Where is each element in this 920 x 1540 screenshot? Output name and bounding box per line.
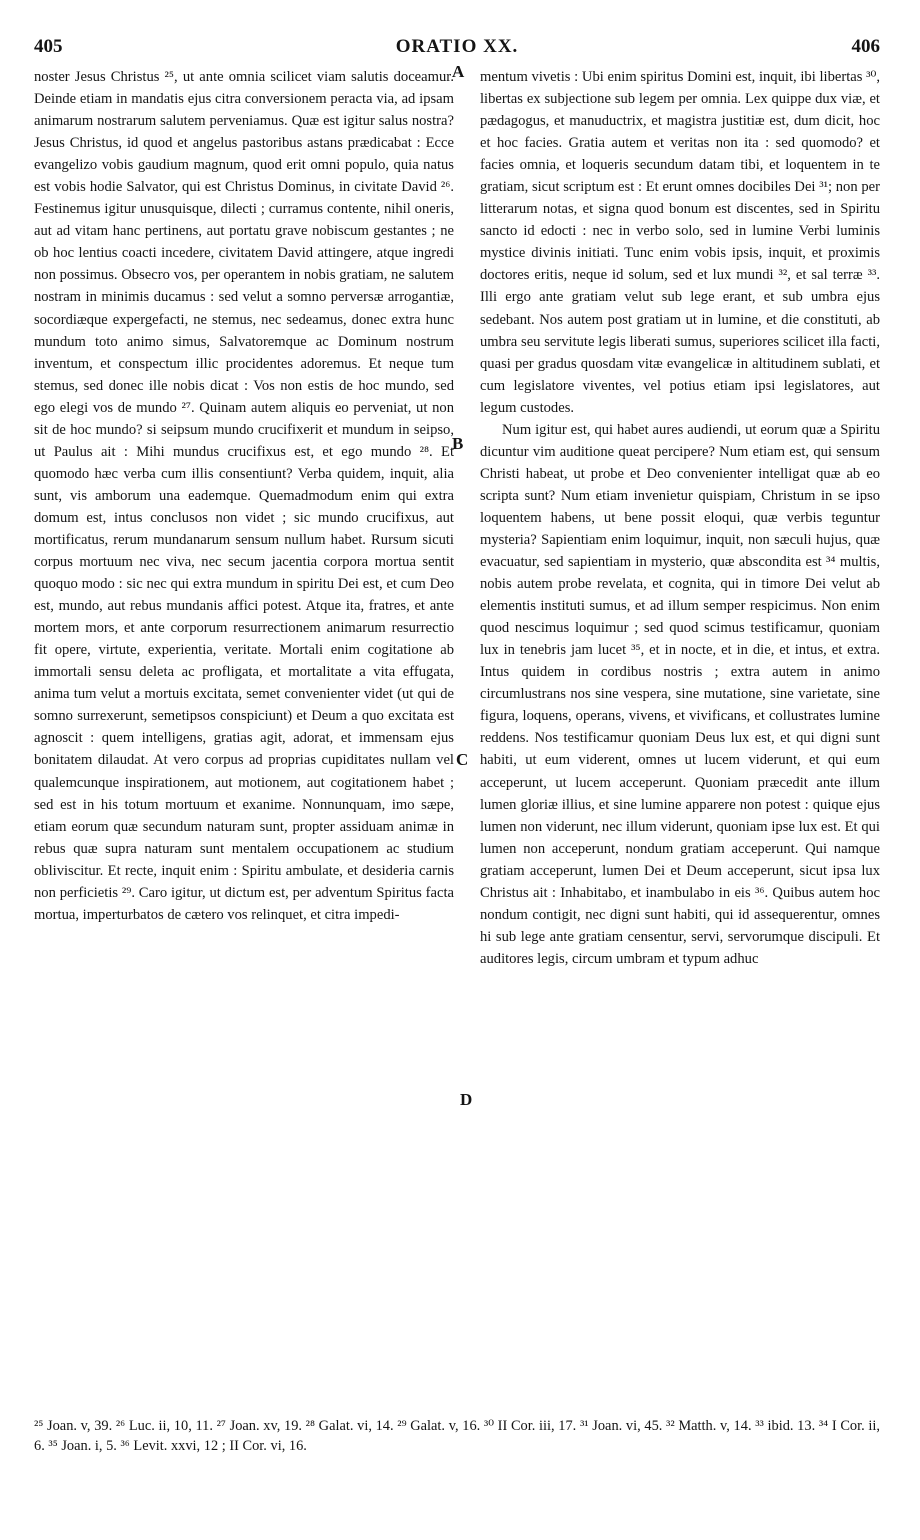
right-paragraph-2: Num igitur est, qui habet aures audiendi, ut eorum quæ a Spiritu dicuntur vim auditione queat percipere? Num etiam est, qui sensum Christi habeat, ut probe et Deo convenienter intelligat quæ ab eo scripta sunt? Num etiam invenietur quispiam, Christum in se ipso loquentem habens, ut bene possit eloqui, quæ verbis teguntur mysteria? Sapientiam enim loquimur, inquit, non sæculi hujus, quæ evacuatur, sed sapientiam in mysterio, quæ abscondita est ³⁴ multis, nobis autem probe revelata, et cognita, qui in timore Dei velut ab elementis instituti sumus, et ad illum semper respicimus. Non enim quod nescimus loquimur ; sed quod scimus testificamur, quoniam lux in tenebris jam lucet ³⁵, et in nocte, et in die, et intus, et extra. Intus quidem in cordibus nostris ; extra autem in animo circumlustrans nos sine vespera, sine mutatione, sine varietate, sine figura, loquens, operans, vivens, et vivificans, et collustrates lumine reddens. Nos testificamur quoniam Deus lux est, et qui digni sunt habiti, ut eum viderent, omnes ut lucem viderunt, et qui eum acceperunt, ut lucem acceperunt. Quoniam præcedit ante illum lumen gloriæ illius, et sine lumine apparere non potest : quique ejus lumen non viderunt, nec illum viderunt, quoniam ipse lux est. Et qui lumen non acceperunt, nondum gratiam acceperunt. Qui namque gratiam acceperunt, lumen Dei et Deum acceperunt, sicut ipsa lux Christus ait : Inhabitabo, et inambulabo in eis ³⁶. Quibus autem hoc nondum contigit, nec digni sunt habiti, qui id assequerentur, omnes hi sub lege ante gratiam censentur, servi, servorumque discipuli. Et auditores legis, circum umbram et typum adhuc xyxy=(480,421,880,967)
margin-letter-b: B xyxy=(452,434,464,453)
left-column xyxy=(34,66,454,926)
margin-letter-a: A xyxy=(452,62,465,81)
right-page-number: 406 xyxy=(851,36,880,57)
right-column xyxy=(480,66,880,970)
page-title: ORATIO XX. xyxy=(395,36,519,57)
left-paragraph: noster Jesus Christus ²⁵, ut ante omnia scilicet viam salutis doceamur. Deinde etiam in mandatis ejus citra conversionem peracta via, ad ipsam animarum nostrarum salutem perveniamus. Quæ est igitur salus nostra? Jesus Christus, id quod et angelus pastoribus astans prædicabat : Ecce evangelizo vobis gaudium magnum, quod erit omni populo, quia natus est vobis hodie Salvator, qui est Christus Dominus, in civitate David ²⁶. Festinemus igitur unusquisque, dilecti ; curramus contente, nihil oneris, aut ad vitam hanc pertinens, aut portatu grave nobiscum gestantes ; ne ob hoc lentius coacti incedere, civitatem David attingere, atque ingredi non possimus. Obsecro vos, per operantem in nobis gratiam, ne salutem nostram in minimis ducamus : sed velut a somno perversæ arrogantiæ, socordiæque expergefacti, ne stemus, nec sedeamus, donec extra hunc mundum toto animo simus, Salvatoremque ac Dominum nostrum inventum, et conspectum illic procidentes adoremus. Et neque tum stemus, sed donec ille nobis dicat : Vos non estis de hoc mundo, sed ego elegi vos de mundo ²⁷. Quinam autem aliquis eo perveniat, ut non sit de hoc mundo? si seipsum mundo crucifixerit et mundum in seipso, ut Paulus ait : Mihi mundus crucifixus est, et ego mundo ²⁸. Et quomodo hæc verba cum illis consentiunt? Verba quidem, inquit, alia sunt, vis amborum una eademque. Quemadmodum enim qui extra domum est, intus conclusos non videt ; sic mundo crucifixus, aut mortificatus, rerum mundanarum sensum nullum habet. Rursum sicuti corpus mortuum nec viva, nec secum jacentia corpora mortua sentit quoquo modo : sic nec qui extra mundum in spiritu Dei est, et cum Deo est, mundo, aut rebus mundanis affici potest. Atque ita, fratres, et ante mortem mors, et ante corporum resurrectionem animarum resurrectio fit opere, virtute, experientia, veritate. Mortali enim cogitatione ab immortali sensu deleta ac profligata, et mortalitate a vita effugata, anima tum velut a mortuis excitata, semet convenienter videt (ut qui de somno surrexerunt, semetipsos conspiciunt) et Deum a quo excitata est agnoscit : quem intelligens, gratias agit, adorat, et immensam ejus bonitatem dilaudat. At vero corpus ad proprias cupiditates nullam vel qualemcunque inspirationem, aut motionem, aut cogitationem habet ; sed est in his totum mortuum et exanime. Nonnunquam, imo sæpe, etiam eorum quæ secundum naturam sunt, propter assiduam animæ in rebus quæ supra naturam sunt mentalem occupationem ac studium obliviscitur. Et recte, inquit enim : Spiritu ambulate, et desideria carnis non perficietis ²⁹. Caro igitur, ut dictum est, per adventum Spiritus facta mortua, imperturbatos de cætero vos relinquet, et citra impedi- xyxy=(34,69,454,923)
margin-letter-d: D xyxy=(460,1090,473,1109)
right-paragraph-1: mentum vivetis : Ubi enim spiritus Domini est, inquit, ibi libertas ³⁰, libertas ex subjectione sub legem per omnia. Lex quippe dux viæ, et pædagogus, et manuductrix, et magistra justitiæ est, dum dicit, hoc et hoc facies. Gratia autem et veritas non ita : sed quomodo? et facies omnia, et loqueris secundum datam tibi, et loquentem in te gratiam, sicut scriptum est : Et erunt omnes docibiles Dei ³¹; non per litterarum notas, et signa quod bonum est discentes, sed in Spiritu sancto id edocti : nec in verbo solo, sed in lumine Verbi luminis mystice divinis initiati. Tunc enim vobis ipsis, inquit, et proximis doctores eritis, neque id solum, sed et lux mundi ³², et sal terræ ³³. Illi ergo ante gratiam velut sub lege erant, et sub umbra ejus sedebant. Nos autem post gratiam ut in lumine, et die constituti, ab umbra seu servitute legis liberati sumus, superiores scilicet illa facti, quasi per gradus quosdam vitæ evangelicæ in altitudinem sublati, et cum legislatore viventes, vel potius etiam ipsi legislatores, aut legum custodes. xyxy=(480,69,880,416)
left-page-number: 405 xyxy=(34,36,63,57)
margin-letter-c: C xyxy=(456,750,469,769)
footnotes: ²⁵ Joan. v, 39. ²⁶ Luc. ii, 10, 11. ²⁷ Joan. xv, 19. ²⁸ Galat. vi, 14. ²⁹ Galat. v, 16. ³⁰ II Cor. iii, 17. ³¹ Joan. vi, 45. ³² Matth. v, 14. ³³ ibid. 13. ³⁴ I Cor. ii, 6. ³⁵ Joan. i, 5. ³⁶ Levit. xxvi, 12 ; II Cor. vi, 16. xyxy=(34,1418,880,1454)
